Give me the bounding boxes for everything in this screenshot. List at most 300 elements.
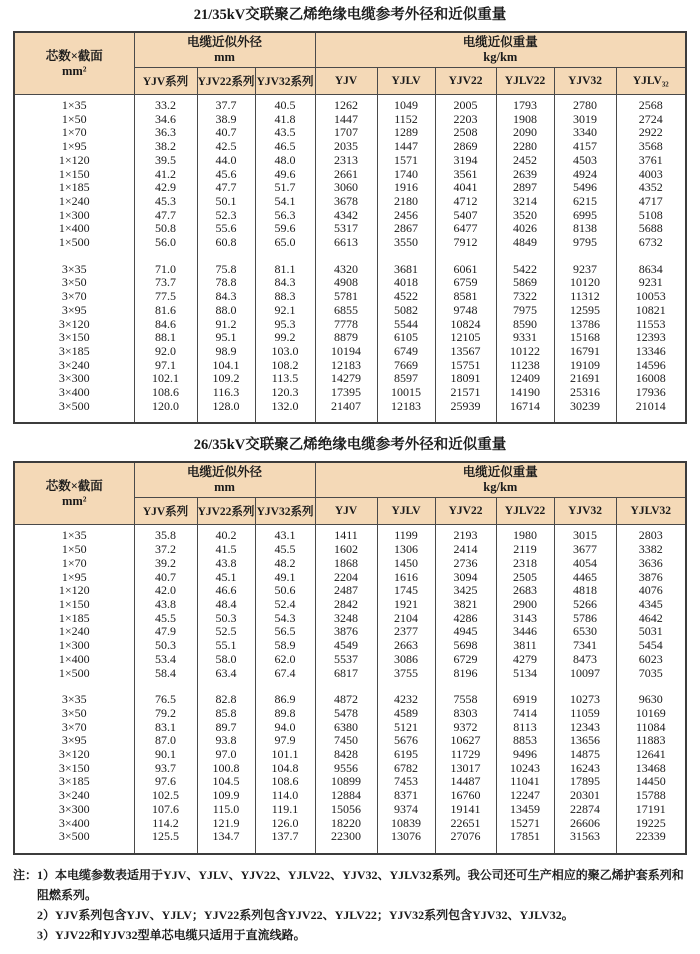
value-cell: 47.7 (197, 181, 255, 195)
table-row (14, 99, 686, 113)
value-cell: 46.6 (197, 584, 255, 598)
spacer-row (14, 413, 686, 423)
spec-unit: mm² (61, 63, 87, 78)
value-cell: 132.0 (255, 400, 315, 414)
value-cell: 2204 (315, 571, 377, 585)
spec-cell: 3×500 (14, 830, 134, 844)
value-cell: 22339 (616, 830, 686, 844)
value-cell: 9748 (435, 304, 496, 318)
value-cell: 8138 (554, 222, 616, 236)
value-cell: 84.3 (255, 276, 315, 290)
value-cell: 9795 (554, 236, 616, 250)
value-cell: 8473 (554, 653, 616, 667)
spec-unit: mm² (61, 493, 87, 508)
table-row (14, 263, 686, 277)
value-cell: 27076 (435, 830, 496, 844)
value-cell: 5121 (377, 721, 435, 735)
value-cell: 33.2 (134, 99, 197, 113)
value-cell: 7558 (435, 693, 496, 707)
table-row (14, 331, 686, 345)
value-cell: 11312 (554, 290, 616, 304)
note-item-1: 1）本电缆参数表适用于YJV、YJLV、YJV22、YJLV22、YJV32、YJLV32系列。我公司还可生产相应的聚乙烯护套系列和阻燃系列。 (37, 867, 684, 902)
value-cell: 59.6 (255, 222, 315, 236)
value-cell: 22874 (554, 803, 616, 817)
value-cell: 3094 (435, 571, 496, 585)
value-cell: 10053 (616, 290, 686, 304)
value-cell: 8853 (496, 734, 554, 748)
value-cell: 89.8 (255, 707, 315, 721)
value-cell: 40.7 (134, 571, 197, 585)
table-row (14, 817, 686, 831)
value-cell: 77.5 (134, 290, 197, 304)
value-cell: 54.3 (255, 612, 315, 626)
value-cell: 45.6 (197, 168, 255, 182)
value-cell: 2452 (496, 154, 554, 168)
table-row (14, 693, 686, 707)
value-cell: 63.4 (197, 667, 255, 681)
value-cell: 10899 (315, 775, 377, 789)
spec-cell: 1×185 (14, 612, 134, 626)
value-cell: 22300 (315, 830, 377, 844)
value-cell: 9496 (496, 748, 554, 762)
value-cell: 2313 (315, 154, 377, 168)
value-cell: 102.5 (134, 789, 197, 803)
value-cell: 5698 (435, 639, 496, 653)
value-cell: 15788 (616, 789, 686, 803)
value-cell: 14190 (496, 386, 554, 400)
value-cell: 3761 (616, 154, 686, 168)
value-cell: 38.2 (134, 140, 197, 154)
col-header-yjv22-series: YJV22系列 (197, 68, 255, 95)
value-cell: 107.6 (134, 803, 197, 817)
value-cell: 9237 (554, 263, 616, 277)
table-row (14, 400, 686, 414)
cable-spec-table-21-35kv (13, 31, 687, 424)
value-cell: 98.9 (197, 345, 255, 359)
value-cell: 48.0 (255, 154, 315, 168)
table-row (14, 598, 686, 612)
value-cell: 10194 (315, 345, 377, 359)
table-row (14, 543, 686, 557)
value-cell: 8113 (496, 721, 554, 735)
value-cell: 4157 (554, 140, 616, 154)
value-cell: 45.5 (134, 612, 197, 626)
value-cell: 1602 (315, 543, 377, 557)
table-row (14, 653, 686, 667)
value-cell: 50.6 (255, 584, 315, 598)
value-cell: 5496 (554, 181, 616, 195)
value-cell: 97.9 (255, 734, 315, 748)
value-cell: 104.8 (255, 762, 315, 776)
table-row (14, 168, 686, 182)
spec-cell: 1×500 (14, 236, 134, 250)
value-cell: 81.6 (134, 304, 197, 318)
value-cell: 3636 (616, 557, 686, 571)
value-cell: 11041 (496, 775, 554, 789)
spec-cell: 1×150 (14, 168, 134, 182)
spec-column-header (14, 32, 134, 95)
value-cell: 5266 (554, 598, 616, 612)
spec-cell: 3×240 (14, 789, 134, 803)
value-cell: 6105 (377, 331, 435, 345)
table-row (14, 318, 686, 332)
od-group-unit: mm (214, 50, 235, 64)
value-cell: 4549 (315, 639, 377, 653)
value-cell: 5786 (554, 612, 616, 626)
value-cell: 95.3 (255, 318, 315, 332)
col-header-yjlv32: YJLV32 (616, 498, 686, 525)
value-cell: 84.3 (197, 290, 255, 304)
value-cell: 43.1 (255, 529, 315, 543)
value-cell: 104.1 (197, 359, 255, 373)
value-cell: 1152 (377, 113, 435, 127)
value-cell: 51.7 (255, 181, 315, 195)
value-cell: 6817 (315, 667, 377, 681)
value-cell: 120.0 (134, 400, 197, 414)
spacer-row (14, 250, 686, 263)
value-cell: 2414 (435, 543, 496, 557)
spec-cell: 1×50 (14, 543, 134, 557)
value-cell: 3382 (616, 543, 686, 557)
value-cell: 12884 (315, 789, 377, 803)
value-cell: 101.1 (255, 748, 315, 762)
table-row (14, 140, 686, 154)
spec-cell: 1×300 (14, 639, 134, 653)
value-cell: 19225 (616, 817, 686, 831)
value-cell: 42.5 (197, 140, 255, 154)
value-cell: 92.0 (134, 345, 197, 359)
value-cell: 12183 (377, 400, 435, 414)
value-cell: 50.1 (197, 195, 255, 209)
value-cell: 17851 (496, 830, 554, 844)
spec-cell: 3×150 (14, 331, 134, 345)
value-cell: 2203 (435, 113, 496, 127)
value-cell: 1707 (315, 126, 377, 140)
spec-cell: 3×400 (14, 386, 134, 400)
value-cell: 1447 (315, 113, 377, 127)
value-cell: 4345 (616, 598, 686, 612)
value-cell: 16760 (435, 789, 496, 803)
value-cell: 7414 (496, 707, 554, 721)
spec-cell: 3×95 (14, 304, 134, 318)
value-cell: 52.4 (255, 598, 315, 612)
value-cell: 15271 (496, 817, 554, 831)
table-row (14, 571, 686, 585)
value-cell: 102.1 (134, 372, 197, 386)
value-cell: 76.5 (134, 693, 197, 707)
value-cell: 12393 (616, 331, 686, 345)
value-cell: 121.9 (197, 817, 255, 831)
footnotes (13, 865, 687, 945)
value-cell: 4352 (616, 181, 686, 195)
wt-group-header (315, 462, 686, 498)
value-cell: 13656 (554, 734, 616, 748)
spec-cell: 3×50 (14, 707, 134, 721)
value-cell: 92.1 (255, 304, 315, 318)
value-cell: 1916 (377, 181, 435, 195)
value-cell: 1745 (377, 584, 435, 598)
spec-cell: 3×185 (14, 345, 134, 359)
value-cell: 2683 (496, 584, 554, 598)
value-cell: 89.7 (197, 721, 255, 735)
value-cell: 15751 (435, 359, 496, 373)
value-cell: 100.8 (197, 762, 255, 776)
value-cell: 3876 (616, 571, 686, 585)
spec-cell: 3×240 (14, 359, 134, 373)
spec-cell: 3×95 (14, 734, 134, 748)
value-cell: 2487 (315, 584, 377, 598)
value-cell: 119.1 (255, 803, 315, 817)
table-row (14, 359, 686, 373)
value-cell: 4717 (616, 195, 686, 209)
value-cell: 137.7 (255, 830, 315, 844)
value-cell: 71.0 (134, 263, 197, 277)
value-cell: 5688 (616, 222, 686, 236)
value-cell: 113.5 (255, 372, 315, 386)
value-cell: 50.8 (134, 222, 197, 236)
value-cell: 7341 (554, 639, 616, 653)
value-cell: 1262 (315, 99, 377, 113)
value-cell: 2280 (496, 140, 554, 154)
value-cell: 13567 (435, 345, 496, 359)
table1-body (14, 95, 686, 424)
value-cell: 45.3 (134, 195, 197, 209)
table-row (14, 584, 686, 598)
value-cell: 5422 (496, 263, 554, 277)
table-row (14, 154, 686, 168)
value-cell: 17895 (554, 775, 616, 789)
spacer-row (14, 844, 686, 854)
value-cell: 5082 (377, 304, 435, 318)
value-cell: 7669 (377, 359, 435, 373)
value-cell: 54.1 (255, 195, 315, 209)
value-cell: 25316 (554, 386, 616, 400)
value-cell: 3681 (377, 263, 435, 277)
od-group-unit: mm (214, 480, 235, 495)
value-cell: 109.2 (197, 372, 255, 386)
value-cell: 25939 (435, 400, 496, 414)
value-cell: 41.2 (134, 168, 197, 182)
spec-cell: 3×150 (14, 762, 134, 776)
wt-group-unit: kg/km (483, 50, 518, 64)
table-row (14, 557, 686, 571)
note-item-2: 2）YJV系列包含YJV、YJLV；YJV22系列包含YJV22、YJLV22；YJV32系列包含YJV32、YJLV32。 (37, 907, 574, 922)
value-cell: 85.8 (197, 707, 255, 721)
value-cell: 5544 (377, 318, 435, 332)
spec-cell: 3×185 (14, 775, 134, 789)
value-cell: 3821 (435, 598, 496, 612)
value-cell: 3143 (496, 612, 554, 626)
value-cell: 4908 (315, 276, 377, 290)
value-cell: 115.0 (197, 803, 255, 817)
value-cell: 99.2 (255, 331, 315, 345)
spec-label: 芯数×截面 (45, 48, 103, 63)
value-cell: 60.8 (197, 236, 255, 250)
table-row (14, 612, 686, 626)
value-cell: 1049 (377, 99, 435, 113)
value-cell: 5478 (315, 707, 377, 721)
value-cell: 88.3 (255, 290, 315, 304)
table-row (14, 721, 686, 735)
value-cell: 38.9 (197, 113, 255, 127)
value-cell: 12247 (496, 789, 554, 803)
value-cell: 4589 (377, 707, 435, 721)
value-cell: 4642 (616, 612, 686, 626)
spec-cell: 3×70 (14, 290, 134, 304)
value-cell: 114.0 (255, 789, 315, 803)
value-cell: 7322 (496, 290, 554, 304)
value-cell: 2900 (496, 598, 554, 612)
value-cell: 3561 (435, 168, 496, 182)
spec-cell: 1×35 (14, 529, 134, 543)
value-cell: 55.6 (197, 222, 255, 236)
value-cell: 7778 (315, 318, 377, 332)
table-row (14, 276, 686, 290)
spec-cell: 1×120 (14, 154, 134, 168)
value-cell: 11553 (616, 318, 686, 332)
value-cell: 42.0 (134, 584, 197, 598)
value-cell: 58.4 (134, 667, 197, 681)
value-cell: 8879 (315, 331, 377, 345)
value-cell: 35.8 (134, 529, 197, 543)
spec-cell: 3×300 (14, 803, 134, 817)
value-cell: 46.5 (255, 140, 315, 154)
value-cell: 49.1 (255, 571, 315, 585)
value-cell: 37.7 (197, 99, 255, 113)
value-cell: 4076 (616, 584, 686, 598)
spec-cell: 1×95 (14, 571, 134, 585)
value-cell: 10821 (616, 304, 686, 318)
value-cell: 17936 (616, 386, 686, 400)
table2-title: 26/35kV交联聚乙烯绝缘电缆参考外径和近似重量 (193, 437, 507, 454)
value-cell: 8634 (616, 263, 686, 277)
value-cell: 14450 (616, 775, 686, 789)
value-cell: 62.0 (255, 653, 315, 667)
spec-cell: 1×400 (14, 653, 134, 667)
value-cell: 30239 (554, 400, 616, 414)
value-cell: 83.1 (134, 721, 197, 735)
value-cell: 75.8 (197, 263, 255, 277)
value-cell: 48.4 (197, 598, 255, 612)
col-header-yjv-series: YJV系列 (134, 498, 197, 525)
value-cell: 3060 (315, 181, 377, 195)
value-cell: 2780 (554, 99, 616, 113)
value-cell: 3876 (315, 625, 377, 639)
value-cell: 125.5 (134, 830, 197, 844)
value-cell: 2456 (377, 209, 435, 223)
value-cell: 12343 (554, 721, 616, 735)
value-cell: 5537 (315, 653, 377, 667)
value-cell: 56.5 (255, 625, 315, 639)
col-header-yjlv22: YJLV22 (496, 498, 554, 525)
value-cell: 3019 (554, 113, 616, 127)
value-cell: 2661 (315, 168, 377, 182)
table2-body (14, 525, 686, 854)
value-cell: 21691 (554, 372, 616, 386)
od-group-label: 电缆近似外径 (187, 465, 263, 480)
notes-prefix: 注： (13, 867, 38, 882)
value-cell: 5317 (315, 222, 377, 236)
table-row (14, 345, 686, 359)
value-cell: 86.9 (255, 693, 315, 707)
value-cell: 1921 (377, 598, 435, 612)
value-cell: 1868 (315, 557, 377, 571)
spec-cell: 3×500 (14, 400, 134, 414)
value-cell: 5869 (496, 276, 554, 290)
value-cell: 44.0 (197, 154, 255, 168)
table-row (14, 209, 686, 223)
value-cell: 14596 (616, 359, 686, 373)
value-cell: 2508 (435, 126, 496, 140)
value-cell: 93.7 (134, 762, 197, 776)
value-cell: 4924 (554, 168, 616, 182)
table-row (14, 113, 686, 127)
spec-column-header (14, 462, 134, 525)
value-cell: 2639 (496, 168, 554, 182)
value-cell: 3446 (496, 625, 554, 639)
value-cell: 95.1 (197, 331, 255, 345)
value-cell: 1980 (496, 529, 554, 543)
value-cell: 52.5 (197, 625, 255, 639)
value-cell: 13459 (496, 803, 554, 817)
value-cell: 1908 (496, 113, 554, 127)
value-cell: 12105 (435, 331, 496, 345)
od-group-header (134, 32, 315, 68)
note-item-3: 3）YJV22和YJV32型单芯电缆只适用于直流线路。 (37, 927, 306, 942)
table-row (14, 707, 686, 721)
value-cell: 6919 (496, 693, 554, 707)
value-cell: 4054 (554, 557, 616, 571)
value-cell: 5454 (616, 639, 686, 653)
value-cell: 7450 (315, 734, 377, 748)
value-cell: 2318 (496, 557, 554, 571)
table-row (14, 830, 686, 844)
value-cell: 40.7 (197, 126, 255, 140)
value-cell: 18220 (315, 817, 377, 831)
value-cell: 10243 (496, 762, 554, 776)
value-cell: 5031 (616, 625, 686, 639)
value-cell: 8303 (435, 707, 496, 721)
value-cell: 21407 (315, 400, 377, 414)
value-cell: 90.1 (134, 748, 197, 762)
value-cell: 88.1 (134, 331, 197, 345)
cable-spec-table-26-35kv (13, 461, 687, 854)
spec-cell: 1×185 (14, 181, 134, 195)
value-cell: 43.8 (134, 598, 197, 612)
value-cell: 5676 (377, 734, 435, 748)
value-cell: 48.2 (255, 557, 315, 571)
value-cell: 10824 (435, 318, 496, 332)
value-cell: 4286 (435, 612, 496, 626)
table-row (14, 803, 686, 817)
value-cell: 1411 (315, 529, 377, 543)
spec-cell: 3×35 (14, 693, 134, 707)
value-cell: 8371 (377, 789, 435, 803)
value-cell: 40.5 (255, 99, 315, 113)
value-cell: 5134 (496, 667, 554, 681)
value-cell: 47.7 (134, 209, 197, 223)
spec-cell: 1×240 (14, 625, 134, 639)
value-cell: 114.2 (134, 817, 197, 831)
value-cell: 22651 (435, 817, 496, 831)
value-cell: 16791 (554, 345, 616, 359)
col-header-yjv: YJV (315, 498, 377, 525)
value-cell: 2867 (377, 222, 435, 236)
value-cell: 7975 (496, 304, 554, 318)
table-row (14, 667, 686, 681)
value-cell: 4003 (616, 168, 686, 182)
table-row (14, 222, 686, 236)
